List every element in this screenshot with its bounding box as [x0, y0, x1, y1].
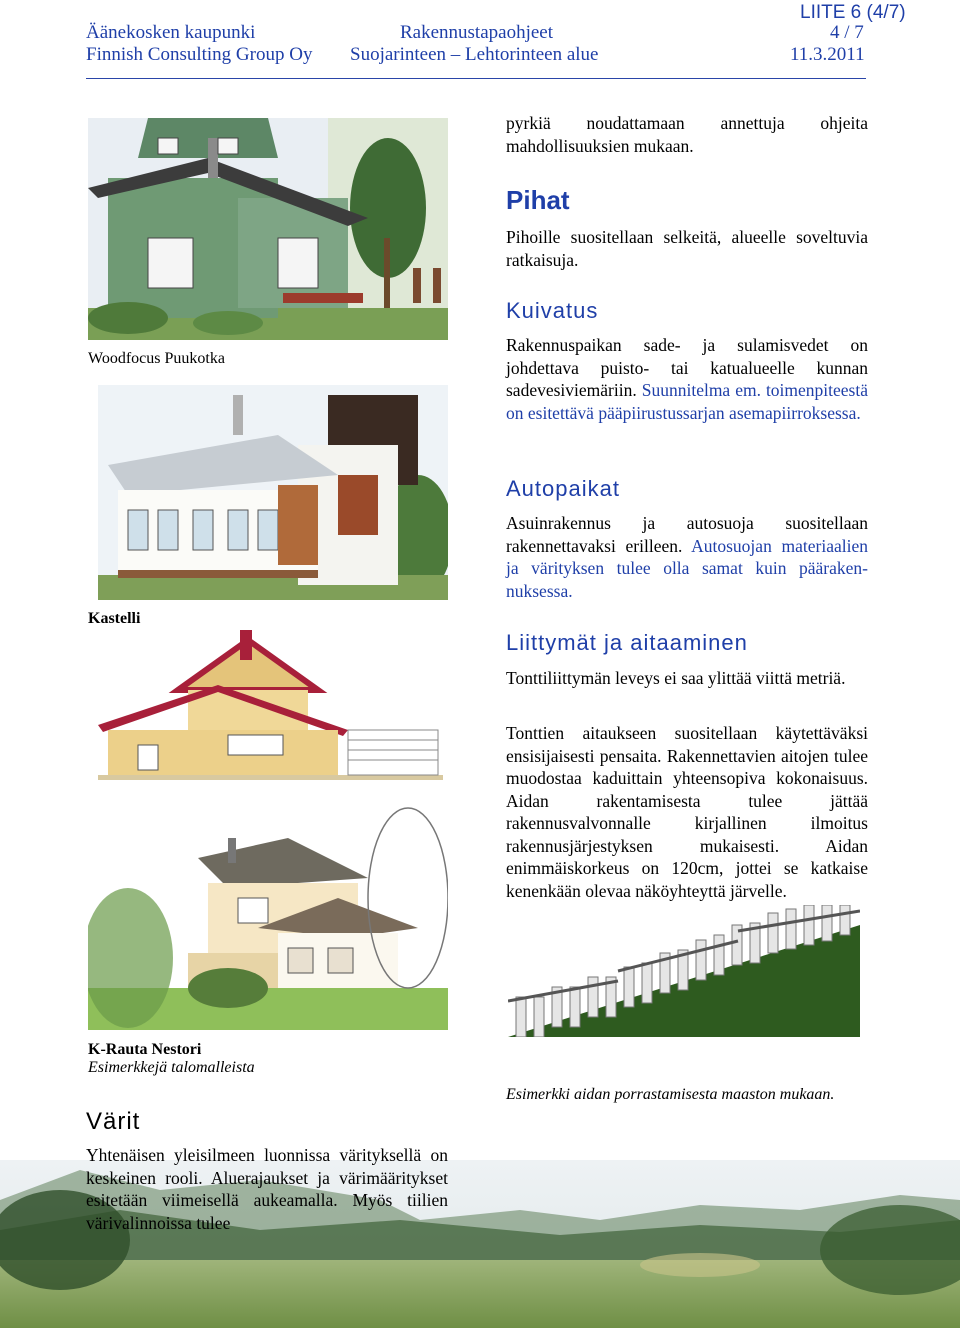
- varit-paragraph: Yhtenäisen yleisilmeen luonnissa värityksellä on keskeinen rooli. Aluerajaukset ja värimääritykset esitetään viimeisellä aukeamalla. Myös tiilien värivalinnoissa tulee: [86, 1145, 448, 1233]
- autopaikat-text-blue: Autosuojan materiaalien ja värityksen tulee olla samat kuin päärakennuksessa.: [506, 535, 868, 601]
- header-area: Suojarinteen – Lehtorinteen alue: [350, 44, 599, 65]
- header-doc-title: Rakennustapaohjeet: [400, 22, 554, 43]
- heading-varit: Värit: [86, 1108, 141, 1135]
- kuivatus-text-blue: Suunnitelma em. toimenpiteestä on esitettävä pääpiirustussarjan asemapiirroksessa.: [506, 380, 868, 423]
- house-photo-woodfocus: [88, 118, 448, 340]
- header-divider: [86, 78, 866, 79]
- heading-liittymat: Liittymät ja aitaaminen: [506, 630, 748, 655]
- caption-woodfocus: Woodfocus Puukotka: [88, 350, 225, 367]
- header-org: Äänekosken kaupunki: [86, 22, 256, 43]
- pihat-paragraph: Pihoille suositellaan selkeitä, alueelle soveltuvia ratkaisuja.: [506, 227, 868, 270]
- heading-kuivatus: Kuivatus: [506, 298, 599, 323]
- fence-stepping-diagram: [508, 905, 860, 1037]
- house-drawing-alfa-kodikas: [98, 630, 443, 780]
- house-drawing-k-rauta-nestori: [88, 798, 448, 1030]
- kuivatus-paragraph: [506, 334, 868, 424]
- caption-kastelli: Kastelli: [88, 610, 141, 627]
- header-page-number: 4 / 7: [830, 22, 864, 43]
- kuivatus-text-black: Rakennuspaikan sade- ja sulamisvedet on johdettava puisto- tai katualueelle kunnan sadevesiviemäriin.: [506, 335, 868, 400]
- liittymat-paragraph-1: Tonttiliittymän leveys ei saa ylittää viittä metriä.: [506, 668, 846, 688]
- house-photo-kastelli: [98, 385, 448, 600]
- autopaikat-paragraph: [506, 512, 868, 602]
- header-consultant: Finnish Consulting Group Oy: [86, 44, 313, 65]
- intro-paragraph: pyrkiä noudattamaan annettuja ohjeita mahdollisuuksien mukaan.: [506, 113, 868, 156]
- caption-k-rauta-nestori: K-Rauta Nestori: [88, 1041, 202, 1058]
- header-date: 11.3.2011: [790, 44, 865, 65]
- heading-autopaikat: Autopaikat: [506, 476, 620, 501]
- autopaikat-text-black: Asuinrakennus ja autosuoja suositellaan rakennettavaksi erilleen.: [506, 513, 868, 556]
- fence-caption: Esimerkki aidan porrastamisesta maaston mukaan.: [506, 1086, 835, 1103]
- liittymat-paragraph-2: Tonttien aitaukseen suositellaan käytettäväksi ensisijaisesti pensaita. Rakennettavien aitojen tulee muodostaa kaduittain yhteensopiva kokonaisuus. Aidan rakentamisesta tulee jättää rakennusvalvonnalle kirjallinen ilmoitus rakennusjärjestyksen mukaisesti. Aidan enimmäiskorkeus on 120cm, jottei se katkaise kenenkään olevaa näköyhteyttä järvelle.: [506, 723, 868, 901]
- heading-pihat: Pihat: [506, 185, 570, 215]
- appendix-label: LIITE 6 (4/7): [800, 2, 906, 23]
- caption-examples: Esimerkkejä talomalleista: [88, 1059, 255, 1076]
